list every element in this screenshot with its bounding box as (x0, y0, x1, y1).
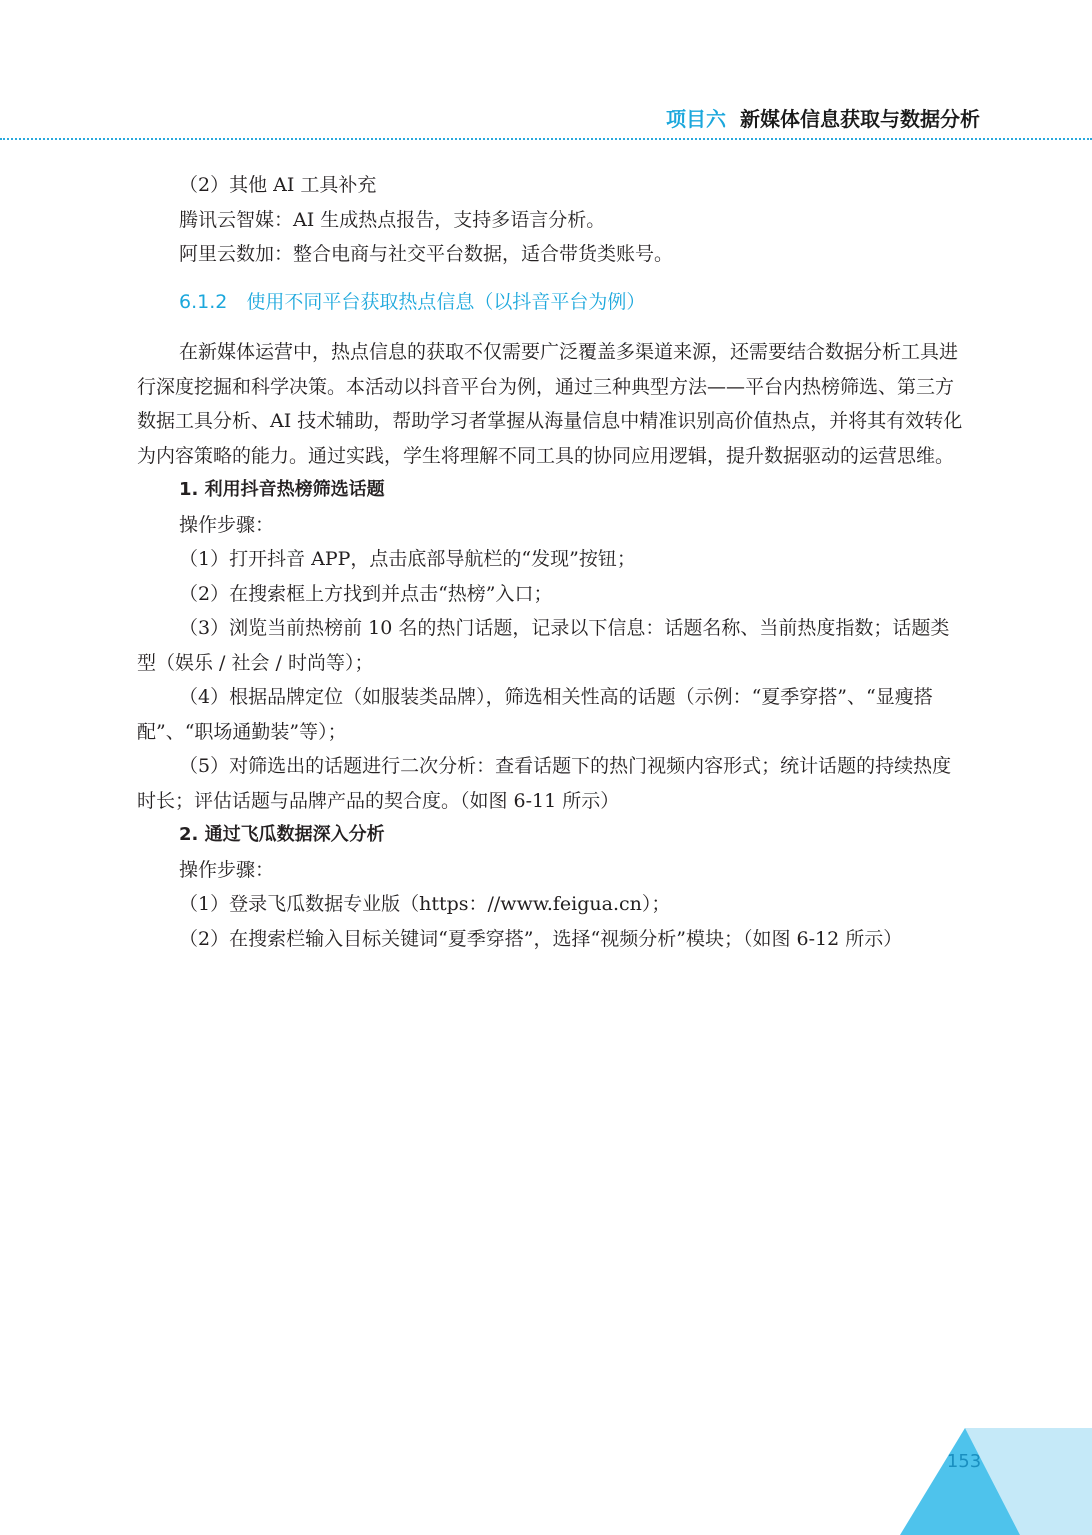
step-item: （1）登录飞瓜数据专业版（https：//www.feigua.cn）； (179, 893, 671, 915)
step-item: （1）打开抖音 APP，点击底部导航栏的“发现”按钮； (179, 548, 636, 570)
step-item: （2）在搜索栏输入目标关键词“夏季穿搭”，选择“视频分析”模块；（如图 6-12 所示） (179, 927, 903, 950)
step-item: （3）浏览当前热榜前 10 名的热门话题，记录以下信息：话题名称、当前热度指数；话题类型（娱乐 / 社会 / 时尚等）； (137, 617, 950, 674)
step-item: （2）在搜索框上方找到并点击“热榜”入口； (179, 582, 553, 605)
steps-label: 操作步骤： (179, 513, 275, 536)
intro-paragraph: 在新媒体运营中，热点信息的获取不仅需要广泛覆盖多渠道来源，还需要结合数据分析工具进行深度挖掘和科学决策。本活动以抖音平台为例，通过三种典型方法——平台内热榜筛选、第三方数据工具分析、AI 技术辅助，帮助学习者掌握从海量信息中精准识别高价值热点，并将其有效转化为内容策略的能力。通过实践，学生将理解不同工具的协同应用逻辑，提升数据驱动的运营思维。 (137, 341, 963, 467)
paragraph: 腾讯云智媒：AI 生成热点报告，支持多语言分析。 (179, 208, 606, 231)
page-number: 153 (946, 1451, 982, 1472)
project-label: 项目六 (666, 107, 726, 131)
steps-label: 操作步骤： (179, 858, 275, 881)
paragraph: 阿里云数加：整合电商与社交平台数据，适合带货类账号。 (179, 243, 674, 265)
step-item: （4）根据品牌定位（如服装类品牌），筛选相关性高的话题（示例：“夏季穿搭”、“显瘦搭配”、“职场通勤装”等）； (137, 686, 933, 743)
section-heading: 6.1.2 使用不同平台获取热点信息（以抖音平台为例） (179, 290, 646, 313)
step-item: （5）对筛选出的话题进行二次分析：查看话题下的热门视频内容形式；统计话题的持续热度时长；评估话题与品牌产品的契合度。（如图 6-11 所示） (137, 755, 952, 812)
subheading-2: 2. 通过飞瓜数据深入分析 (179, 824, 385, 845)
chapter-title: 新媒体信息获取与数据分析 (740, 107, 980, 131)
paragraph: （2）其他 AI 工具补充 (179, 174, 377, 196)
subheading-1: 1. 利用抖音热榜筛选话题 (179, 479, 385, 500)
